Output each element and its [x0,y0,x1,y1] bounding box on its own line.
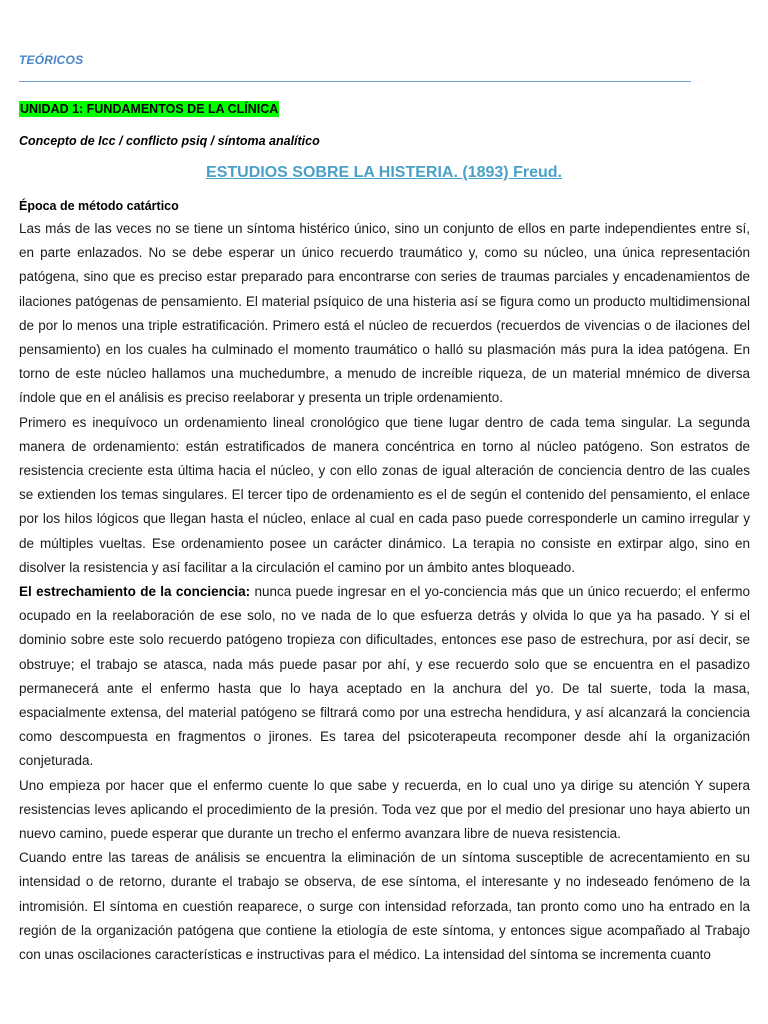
document-title[interactable] [0,164,768,182]
paragraph [19,774,750,847]
section-heading: Época de método catártico [19,199,179,213]
paragraph-bold-lead: El estrechamiento de la conciencia: [19,584,251,600]
paragraph [19,217,750,411]
paragraph-text: Uno empieza por hacer que el enfermo cuente lo que sabe y recuerda, en lo cual uno ya dirige su atención Y supera resistencias leves aplicando el procedimiento de la presión. Toda vez que por el medio del presionar uno haya abierto un nuevo camino, puede esperar que durante un trecho el enfermo avanzara libre de nueva resistencia. [19,777,750,842]
body-text [19,217,750,967]
paragraph-text: Cuando entre las tareas de análisis se encuentra la eliminación de un síntoma susceptible de acrecentamiento en su intensidad o de retorno, durante el trabajo se observa, de ese síntoma, el interesante y no indeseado fenómeno de la intromisión. El síntoma en cuestión reaparece, o surge con intensidad reforzada, tan pronto como uno ha entrado en la región de la organización patógena que contiene la etiología de este síntoma, y entonces sigue acompañado al Trabajo con unas oscilaciones características e instructivas para el médico. La intensidad del síntoma se incrementa cuanto [19,850,750,963]
paragraph [19,411,750,580]
paragraph-text: Primero es inequívoco un ordenamiento lineal cronológico que tiene lugar dentro de cada tema singular. La segunda manera de ordenamiento: están estratificados de manera concéntrica en torno al núcleo patógeno. Son estratos de resistencia creciente esta última hacia el núcleo, y con ello zonas de igual alteración de conciencia dentro de las cuales se extienden los temas singulares. El tercer tipo de ordenamiento es el de según el contenido del pensamiento, el enlace por los hilos lógicos que llegan hasta el núcleo, enlace al cual en cada paso puede corresponderle un camino irregular y de múltiples vueltas. Ese ordenamiento posee un carácter dinámico. La terapia no consiste en extirpar algo, sino en disolver la resistencia y así facilitar a la circulación el camino por un ámbito antes bloqueado. [19,414,750,575]
paragraph-text: Las más de las veces no se tiene un síntoma histérico único, sino un conjunto de ellos en parte independientes entre sí, en parte enlazados. No se debe esperar un único recuerdo traumático y, como su núcleo, una única representación patógena, sino que es preciso estar preparado para encontrarse con series de traumas parciales y encadenamientos de ilaciones patógenas de pensamiento. El material psíquico de una histeria así se figura como un producto multidimensional de por lo menos una triple estratificación. Primero está el núcleo de recuerdos (recuerdos de vivencias o de ilaciones del pensamiento) en los cuales ha culminado el momento traumático o halló su plasmación más pura la idea patógena. En torno de este núcleo hallamos una muchedumbre, a menudo de increíble riqueza, de un material mnémico de diversa índole que en el análisis es preciso reelaborar y presenta un triple ordenamiento. [19,221,750,406]
document-title-text: ESTUDIOS SOBRE LA HISTERIA. (1893) Freud. [206,164,562,181]
unit-title: UNIDAD 1: FUNDAMENTOS DE LA CLÍNICA [20,102,279,116]
header-divider [19,81,691,82]
paragraph-text: nunca puede ingresar en el yo-conciencia más que un único recuerdo; el enfermo ocupado en la reelaboración de ese solo, no ve nada de lo que esfuerza detrás y olvida lo que ya ha pasado. Y si el dominio sobre este solo recuerdo patógeno tropieza con dificultades, entonces ese paso de estrechura, por así decir, se obstruye; el trabajo se atasca, nada más puede pasar por ahí, y ese recuerdo solo que se encuentra en el pasadizo permanecerá ante el enfermo hasta que lo haya aceptado en la anchura del yo. De tal suerte, toda la masa, espacialmente extensa, del material patógeno se filtrará como por una estrecha hendidura, y así alcanzará la conciencia como descompuesta en fragmentos o jirones. Es tarea del psicoterapeuta recomponer desde ahí la organización conjeturada. [19,584,750,769]
section-label: TEÓRICOS [19,53,84,67]
paragraph [19,580,750,774]
paragraph [19,846,750,967]
topic-subtitle: Concepto de Icc / conflicto psiq / síntoma analítico [19,134,320,148]
